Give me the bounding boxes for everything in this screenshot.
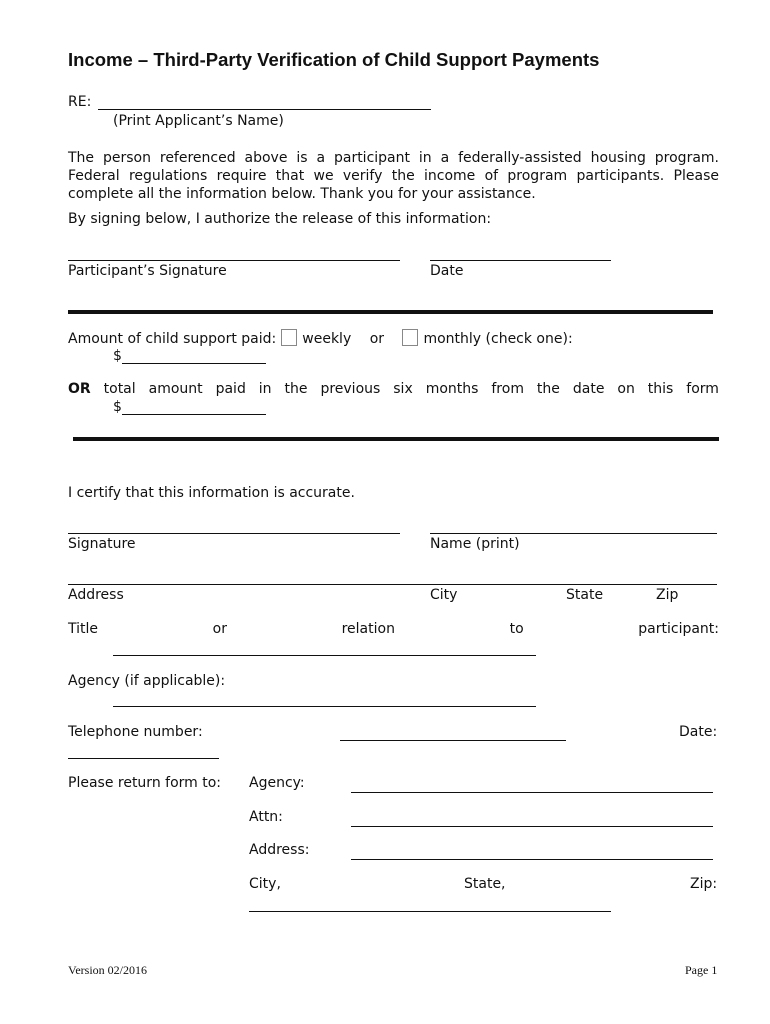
form-title: Income – Third-Party Verification of Child Support Payments xyxy=(68,49,600,70)
certify-text: I certify that this information is accurate. xyxy=(68,485,355,501)
intro-line: Federal regulations require that we verify the income of program participants. Please xyxy=(68,168,719,184)
applicant-name-caption: (Print Applicant’s Name) xyxy=(113,113,284,129)
six-months-amount-field[interactable] xyxy=(122,414,266,415)
participant-date-label: Date xyxy=(430,263,464,279)
dollar-sign: $ xyxy=(113,348,122,364)
six-months-word: date xyxy=(572,381,605,397)
title-word: to xyxy=(509,621,524,637)
child-support-label: Amount of child support paid: xyxy=(68,331,277,347)
or-label: or xyxy=(369,331,385,347)
six-months-word: total xyxy=(103,381,136,397)
six-months-word: on xyxy=(617,381,635,397)
six-months-word: in xyxy=(258,381,272,397)
six-months-word: months xyxy=(425,381,479,397)
telephone-date-label: Date: xyxy=(679,724,718,740)
title-word: participant: xyxy=(638,621,719,637)
monthly-checkbox[interactable] xyxy=(402,329,418,346)
telephone-field[interactable] xyxy=(340,740,566,741)
applicant-name-field[interactable] xyxy=(98,109,431,110)
six-months-word: amount xyxy=(148,381,203,397)
return-state-label: State, xyxy=(464,876,506,892)
child-support-amount-field[interactable] xyxy=(122,363,266,364)
monthly-label: monthly (check one): xyxy=(423,331,573,347)
intro-paragraph xyxy=(68,149,719,203)
six-months-word: six xyxy=(393,381,413,397)
participant-signature-label: Participant’s Signature xyxy=(68,263,227,279)
agency-field[interactable] xyxy=(113,706,536,707)
page-number: Page 1 xyxy=(685,963,718,977)
return-city-state-zip-field[interactable] xyxy=(249,911,611,912)
name-print-label: Name (print) xyxy=(430,536,520,552)
return-city-label: City, xyxy=(249,876,281,892)
six-months-word: the xyxy=(536,381,560,397)
state-label: State xyxy=(566,587,604,603)
six-months-word: the xyxy=(284,381,308,397)
dollar-sign: $ xyxy=(113,399,122,415)
address-label: Address xyxy=(68,587,124,603)
return-attn-label: Attn: xyxy=(249,809,283,825)
child-support-row xyxy=(68,329,573,347)
return-attn-field[interactable] xyxy=(351,826,713,827)
section-divider xyxy=(73,437,719,441)
address-field[interactable] xyxy=(68,584,717,585)
intro-line: The person referenced above is a participant in a federally-assisted housing program. xyxy=(68,150,719,166)
intro-line: complete all the information below. Thank you for your assistance. xyxy=(68,186,536,202)
or-bold-label: OR xyxy=(68,381,91,397)
signature-label: Signature xyxy=(68,536,136,552)
re-label: RE: xyxy=(68,94,92,110)
zip-label: Zip xyxy=(656,587,679,603)
name-print-field[interactable] xyxy=(430,533,717,534)
return-zip-label: Zip: xyxy=(690,876,718,892)
signature-field[interactable] xyxy=(68,533,400,534)
participant-date-field[interactable] xyxy=(430,260,611,261)
city-label: City xyxy=(430,587,458,603)
authorize-text: By signing below, I authorize the release of this information: xyxy=(68,211,492,227)
return-agency-label: Agency: xyxy=(249,775,305,791)
return-address-field[interactable] xyxy=(351,859,713,860)
title-relation-field[interactable] xyxy=(113,655,536,656)
agency-label: Agency (if applicable): xyxy=(68,673,226,689)
title-relation-row xyxy=(68,621,719,637)
weekly-label: weekly xyxy=(302,331,352,347)
telephone-label: Telephone number: xyxy=(68,724,203,740)
title-word: relation xyxy=(341,621,395,637)
six-months-word: form xyxy=(686,381,719,397)
return-address-label: Address: xyxy=(249,842,310,858)
version-text: Version 02/2016 xyxy=(68,963,147,977)
return-label: Please return form to: xyxy=(68,775,222,791)
telephone-date-field[interactable] xyxy=(68,758,219,759)
participant-signature-field[interactable] xyxy=(68,260,400,261)
six-months-word: this xyxy=(647,381,674,397)
weekly-checkbox[interactable] xyxy=(281,329,297,346)
section-divider xyxy=(68,310,713,314)
six-months-word: previous xyxy=(320,381,381,397)
title-word: Title xyxy=(68,621,99,637)
title-word: or xyxy=(212,621,227,637)
six-months-word: paid xyxy=(215,381,246,397)
six-months-word: from xyxy=(491,381,524,397)
six-months-row xyxy=(68,381,719,397)
return-agency-field[interactable] xyxy=(351,792,713,793)
